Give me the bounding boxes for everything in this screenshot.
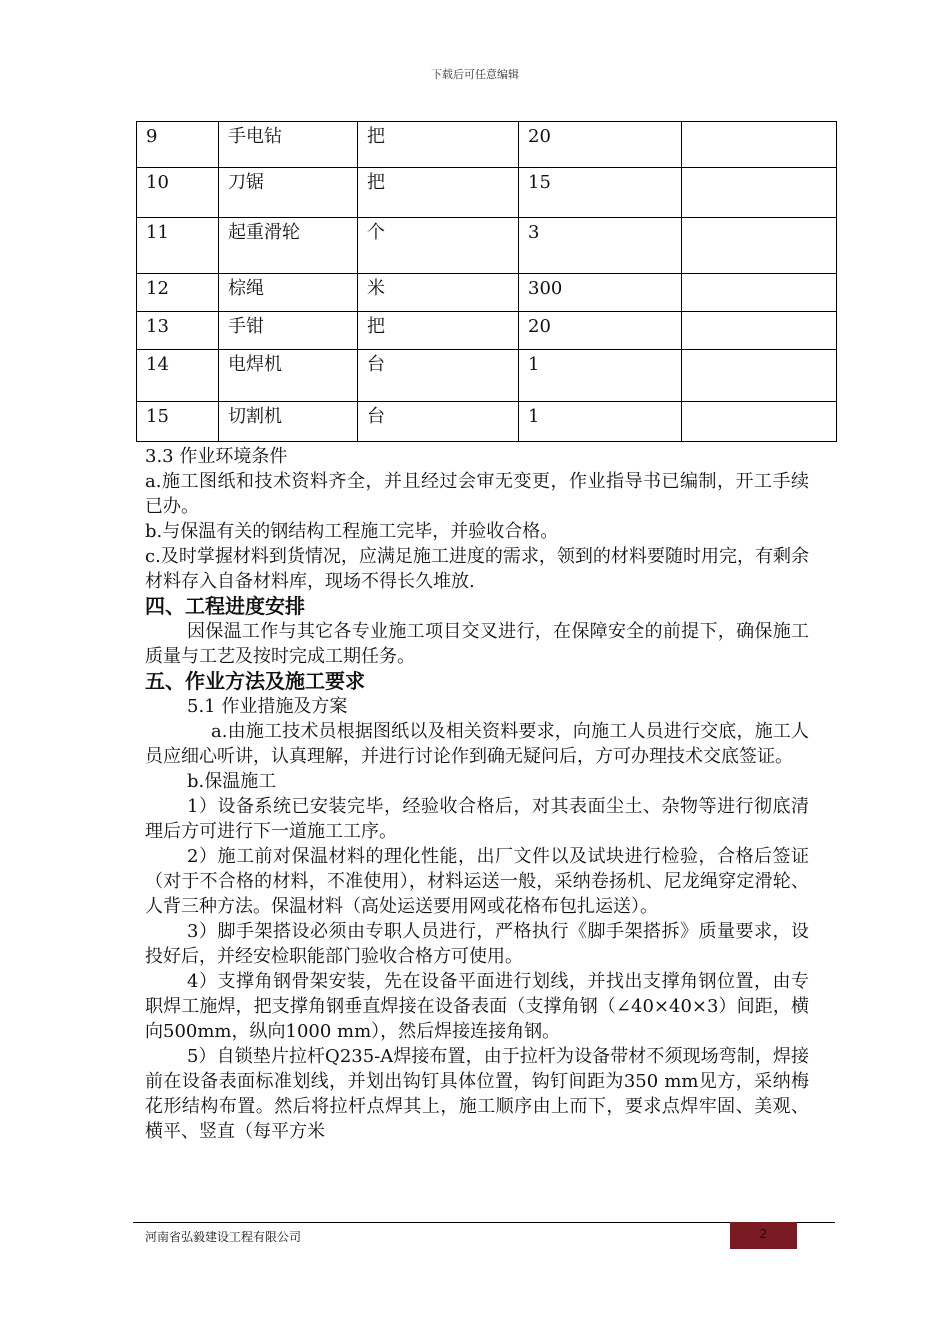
document-body: [145, 444, 809, 1144]
table-cell: 20: [519, 312, 682, 350]
table-cell: 10: [137, 168, 219, 218]
item-5: 5）自锁垫片拉杆Q235-A焊接布置，由于拉杆为设备带材不须现场弯制，焊接前在设备表面标准划线，并划出钩钉具体位置，钩钉间距为350 mm见方，采纳梅花形结构布置。然后将拉杆点焊其上，施工顺序由上而下，要求点焊牢固、美观、横平、竖直（每平方米: [145, 1046, 809, 1142]
table-cell: 棕绳: [219, 274, 358, 312]
table-cell: 把: [358, 312, 519, 350]
table-cell: 把: [358, 122, 519, 168]
heading-section-4: 四、工程进度安排: [145, 594, 305, 618]
table-cell: 米: [358, 274, 519, 312]
table-cell: 起重滑轮: [219, 218, 358, 274]
table-cell: [682, 274, 837, 312]
table-cell: 9: [137, 122, 219, 168]
paragraph-3-3-c: c.及时掌握材料到货情况，应满足施工进度的需求，领到的材料要随时用完，有剩余材料存入自备材料库，现场不得长久堆放.: [145, 546, 809, 592]
page-number: 2: [759, 1227, 768, 1241]
table-cell: [682, 350, 837, 402]
table-cell: 3: [519, 218, 682, 274]
table-row: [137, 402, 837, 442]
table-cell: 切割机: [219, 402, 358, 442]
item-2: 2）施工前对保温材料的理化性能，出厂文件以及试块进行检验，合格后签证（对于不合格的材料，不准使用），材料运送一般，采纳卷扬机、尼龙绳穿定滑轮、人背三种方法。保温材料（高处运送要用网或花格布包扎运送）。: [145, 846, 809, 917]
table-cell: 台: [358, 402, 519, 442]
table-cell: 把: [358, 168, 519, 218]
page-number-badge: [730, 1222, 797, 1249]
table-cell: 1: [519, 402, 682, 442]
table-cell: 300: [519, 274, 682, 312]
item-4: 4）支撑角钢骨架安装，先在设备平面进行划线，并找出支撑角钢位置，由专职焊工施焊，把支撑角钢垂直焊接在设备表面（支撑角钢（∠40×40×3）间距，横向500mm，纵向1000 mm），然后焊接连接角钢。: [145, 971, 809, 1042]
table-cell: 20: [519, 122, 682, 168]
paragraph-5-1-a: a.由施工技术员根据图纸以及相关资料要求，向施工人员进行交底，施工人员应细心听讲，认真理解，并进行讨论作到确无疑问后，方可办理技术交底签证。: [145, 721, 809, 767]
table-row: [137, 312, 837, 350]
section-5-1-title: 5.1 作业措施及方案: [187, 696, 348, 717]
paragraph-3-3-b: b.与保温有关的钢结构工程施工完毕，并验收合格。: [145, 521, 559, 542]
table-cell: [682, 122, 837, 168]
table-cell: [682, 168, 837, 218]
table-cell: 个: [358, 218, 519, 274]
table-cell: 1: [519, 350, 682, 402]
table-cell: 手电钻: [219, 122, 358, 168]
header-note: 下载后可任意编辑: [431, 68, 519, 81]
table-cell: [682, 402, 837, 442]
table-cell: 11: [137, 218, 219, 274]
paragraph-section-4: 因保温工作与其它各专业施工项目交叉进行，在保障安全的前提下，确保施工质量与工艺及按时完成工期任务。: [145, 621, 809, 667]
item-1: 1）设备系统已安装完毕，经验收合格后，对其表面尘土、杂物等进行彻底清理后方可进行下一道施工工序。: [145, 796, 809, 842]
tools-table: [136, 121, 837, 442]
table-cell: 12: [137, 274, 219, 312]
table-row: [137, 274, 837, 312]
table-cell: 13: [137, 312, 219, 350]
table-cell: [682, 218, 837, 274]
table-cell: 刀锯: [219, 168, 358, 218]
table-cell: 15: [519, 168, 682, 218]
item-3: 3）脚手架搭设必须由专职人员进行，严格执行《脚手架搭拆》质量要求，设投好后，并经安检职能部门验收合格方可使用。: [145, 921, 809, 967]
heading-section-5: 五、作业方法及施工要求: [145, 669, 365, 693]
table-cell: 电焊机: [219, 350, 358, 402]
table-cell: 台: [358, 350, 519, 402]
paragraph-3-3-a: a.施工图纸和技术资料齐全，并且经过会审无变更，作业指导书已编制，开工手续已办。: [145, 471, 809, 517]
table-row: [137, 218, 837, 274]
footer-company: 河南省弘毅建设工程有限公司: [145, 1230, 302, 1244]
table-row: [137, 168, 837, 218]
table-cell: 14: [137, 350, 219, 402]
table-cell: 手钳: [219, 312, 358, 350]
table-row: [137, 350, 837, 402]
section-3-3-title: 3.3 作业环境条件: [145, 446, 288, 467]
paragraph-5-1-b: b.保温施工: [187, 771, 277, 792]
table-row: [137, 122, 837, 168]
table-cell: [682, 312, 837, 350]
table-cell: 15: [137, 402, 219, 442]
